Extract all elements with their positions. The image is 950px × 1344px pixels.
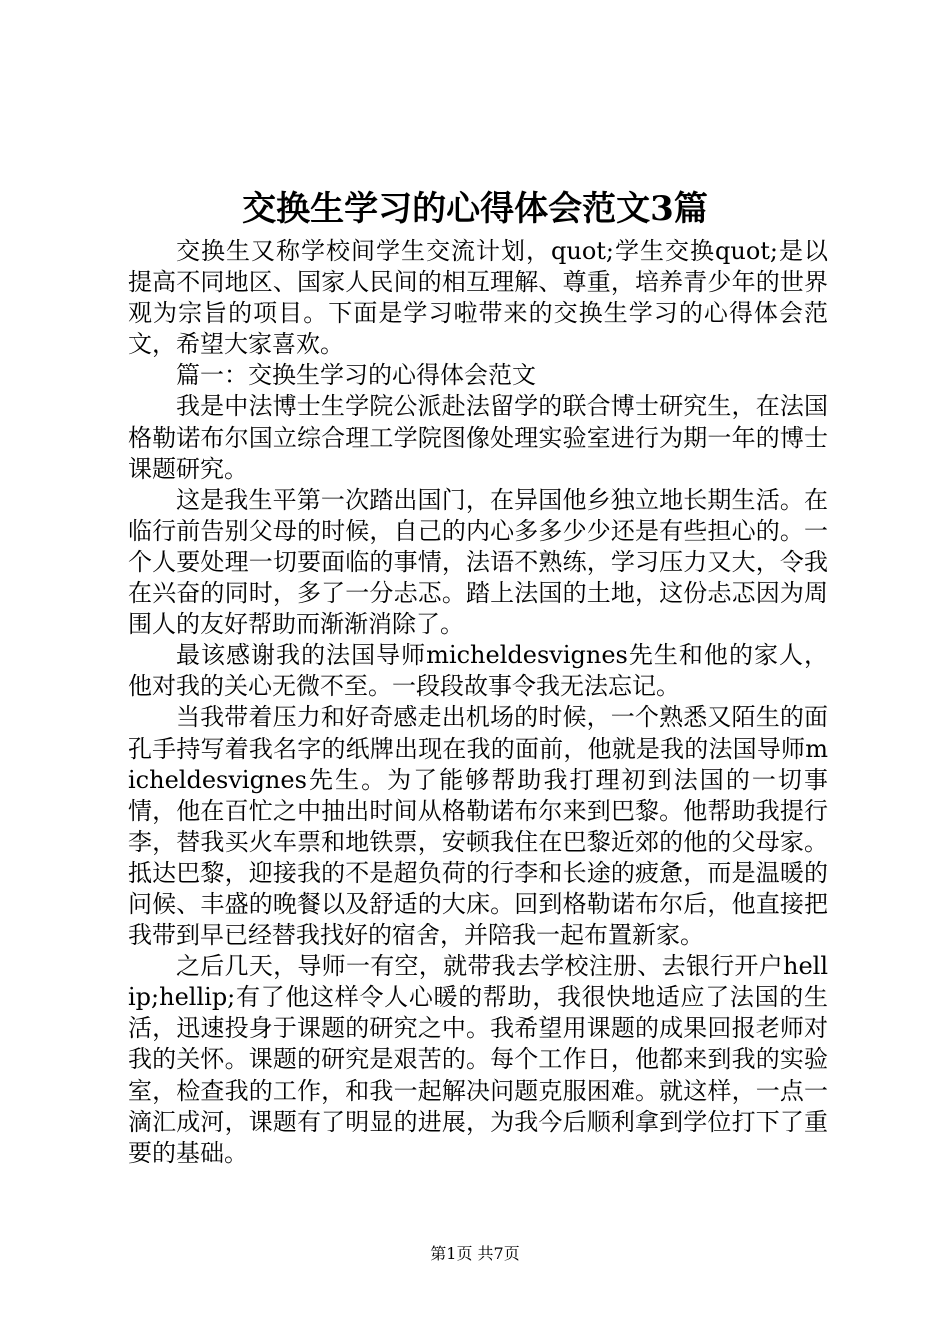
page-number-footer: 第1页 共7页 bbox=[430, 1244, 520, 1263]
document-title: 交换生学习的心得体会范文3篇 bbox=[242, 189, 708, 229]
document-body bbox=[128, 236, 828, 1169]
paragraph: 当我带着压力和好奇感走出机场的时候，一个熟悉又陌生的面孔手持写着我名字的纸牌出现在我的面前，他就是我的法国导师micheldesvignes先生。为了能够帮助我打理初到法国的一切事情，他在百忙之中抽出时间从格勒诺布尔来到巴黎。他帮助我提行李，替我买火车票和地铁票，安顿我住在巴黎近郊的他的父母家。抵达巴黎，迎接我的不是超负荷的行李和长途的疲惫，而是温暖的问候、丰盛的晚餐以及舒适的大床。回到格勒诺布尔后，他直接把我带到早已经替我找好的宿舍，并陪我一起布置新家。 bbox=[128, 703, 828, 950]
paragraph: 这是我生平第一次踏出国门，在异国他乡独立地长期生活。在临行前告别父母的时候，自己的内心多多少少还是有些担心的。一个人要处理一切要面临的事情，法语不熟练，学习压力又大，令我在兴奋的同时，多了一分忐忑。踏上法国的土地，这份忐忑因为周围人的友好帮助而渐渐消除了。 bbox=[128, 485, 828, 639]
paragraph-intro: 交换生又称学校间学生交流计划，quot;学生交换quot;是以提高不同地区、国家人民间的相互理解、尊重，培养青少年的世界观为宗旨的项目。下面是学习啦带来的交换生学习的心得体会范文，希望大家喜欢。 bbox=[128, 237, 828, 359]
section-heading: 篇一：交换生学习的心得体会范文 bbox=[176, 361, 536, 390]
paragraph: 最该感谢我的法国导师micheldesvignes先生和他的家人，他对我的关心无微不至。一段段故事令我无法忘记。 bbox=[128, 641, 828, 701]
paragraph: 我是中法博士生学院公派赴法留学的联合博士研究生，在法国格勒诺布尔国立综合理工学院图像处理实验室进行为期一年的博士课题研究。 bbox=[128, 392, 828, 483]
paragraph: 之后几天，导师一有空，就带我去学校注册、去银行开户hellip;hellip;有了他这样令人心暖的帮助，我很快地适应了法国的生活，迅速投身于课题的研究之中。我希望用课题的成果回报老师对我的关怀。课题的研究是艰苦的。每个工作日，他都来到我的实验室，检查我的工作，和我一起解决问题克服困难。就这样，一点一滴汇成河，课题有了明显的进展，为我今后顺利拿到学位打下了重要的基础。 bbox=[128, 952, 828, 1167]
